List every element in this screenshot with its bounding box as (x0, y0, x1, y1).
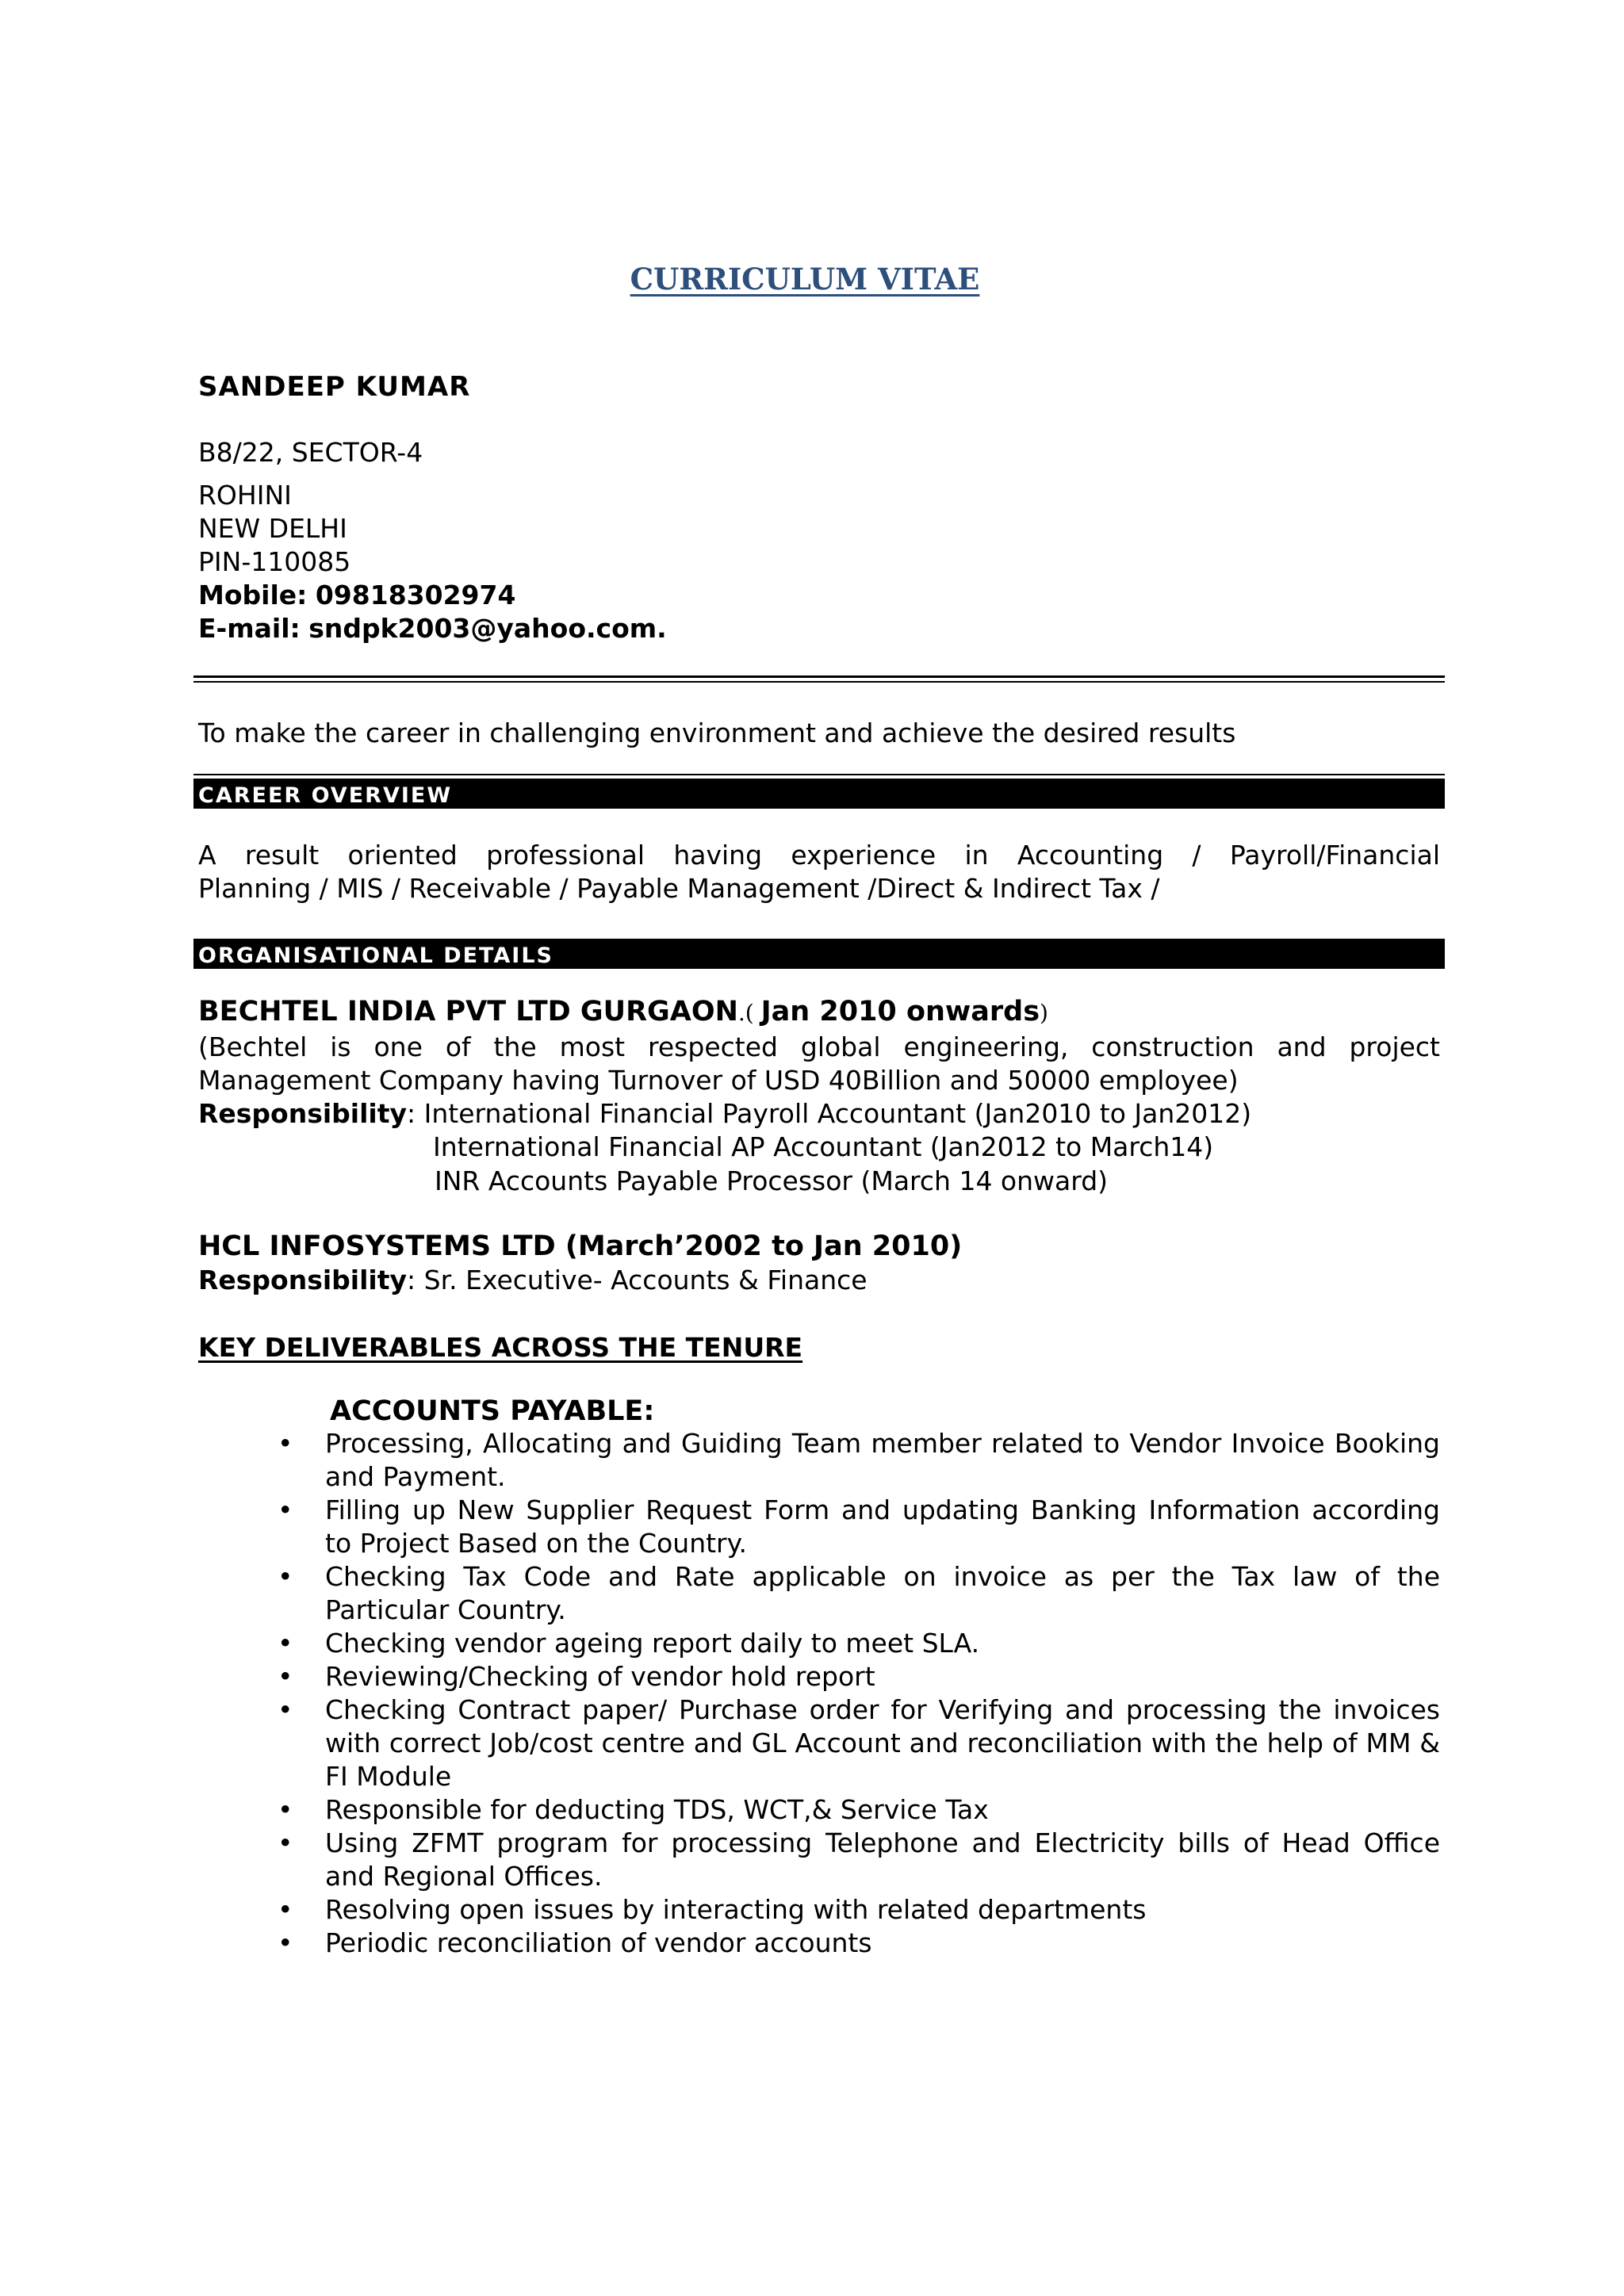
address-spacer (198, 469, 667, 479)
responsibility-separator: : (407, 1265, 424, 1295)
hcl-heading: HCL INFOSYSTEMS LTD (March’2002 to Jan 2010) (198, 1230, 963, 1262)
section-header-career-overview (193, 779, 1445, 809)
list-item-text: Checking Contract paper/ Purchase order for Verifying and processing the invoices with correct Job/cost centre and GL Account and reconciliation with the help of MM & FI Module (325, 1694, 1440, 1792)
career-overview-line: Planning / MIS / Receivable / Payable Management /Direct & Indirect Tax / (198, 873, 1160, 904)
bullet-icon: • (278, 1561, 293, 1592)
header-divider-second (193, 681, 1445, 683)
company-description-line: Management Company having Turnover of USD 40Billion and 50000 employee) (198, 1065, 1239, 1096)
mobile-value: 09818302974 (315, 580, 516, 610)
period-open: .( (737, 1000, 761, 1026)
list-item (278, 1427, 1440, 1494)
period-close: ) (1040, 1000, 1048, 1026)
address-line: B8/22, SECTOR-4 (198, 437, 423, 468)
responsibility-label: Responsibility (198, 1265, 408, 1295)
candidate-name: SANDEEP KUMAR (198, 371, 471, 403)
email-label: E-mail: (198, 613, 301, 644)
bullet-icon: • (278, 1794, 293, 1825)
role-item: International Financial Payroll Accountant (Jan2010 to Jan2012) (423, 1098, 1252, 1129)
mobile-label: Mobile: (198, 580, 308, 610)
deliverables-list (278, 1427, 1440, 1960)
career-overview-line: A result oriented professional having experience in Accounting / Payroll/Financial (198, 840, 1440, 871)
email-value: sndpk2003@yahoo.com. (308, 613, 667, 644)
email-line (198, 612, 667, 645)
list-item-text: Checking Tax Code and Rate applicable on invoice as per the Tax law of the Particular Country. (325, 1561, 1440, 1625)
address-line: PIN-110085 (198, 546, 351, 577)
accounts-payable-heading: ACCOUNTS PAYABLE: (330, 1395, 655, 1427)
list-item (278, 1927, 1440, 1960)
bullet-icon: • (278, 1628, 293, 1659)
list-item (278, 1793, 1440, 1827)
company-description-line: (Bechtel is one of the most respected global engineering, construction and project (198, 1031, 1440, 1062)
mobile-line (198, 579, 667, 612)
list-item-text: Checking vendor ageing report daily to meet SLA. (325, 1628, 980, 1659)
bullet-icon: • (278, 1927, 293, 1958)
bullet-icon: • (278, 1661, 293, 1692)
address-line: NEW DELHI (198, 513, 347, 544)
list-item (278, 1827, 1440, 1893)
list-item-text: Resolving open issues by interacting with related departments (325, 1894, 1147, 1925)
list-item-text: Using ZFMT program for processing Telephone and Electricity bills of Head Office and Regional Offices. (325, 1827, 1440, 1892)
section-header-organisational-details (193, 939, 1445, 969)
list-item-text: Processing, Allocating and Guiding Team member related to Vendor Invoice Booking and Payment. (325, 1428, 1440, 1492)
list-item (278, 1893, 1440, 1927)
bullet-icon: • (278, 1894, 293, 1925)
bullet-icon: • (278, 1694, 293, 1725)
bullet-icon: • (278, 1494, 293, 1525)
role-item: INR Accounts Payable Processor (March 14 onward) (435, 1165, 1109, 1196)
address-block (198, 436, 667, 645)
key-deliverables-heading: KEY DELIVERABLES ACROSS THE TENURE (198, 1332, 803, 1363)
role-item: International Financial AP Accountant (Jan2012 to March14) (433, 1131, 1214, 1162)
company-name: BECHTEL INDIA PVT LTD GURGAON (198, 996, 738, 1027)
employment-period: Jan 2010 onwards (760, 996, 1040, 1027)
section-heading: CAREER OVERVIEW (198, 783, 453, 808)
responsibility-separator: : (407, 1098, 424, 1129)
bechtel-responsibility (198, 1097, 1251, 1131)
hcl-responsibility (198, 1264, 868, 1297)
role-item: Sr. Executive- Accounts & Finance (423, 1265, 868, 1295)
address-line: ROHINI (198, 480, 292, 511)
section-heading: ORGANISATIONAL DETAILS (198, 943, 553, 968)
section-rule (193, 774, 1445, 775)
list-item-text: Filling up New Supplier Request Form and updating Banking Information according to Project Based on the Country. (325, 1494, 1440, 1559)
document-title: CURRICULUM VITAE (630, 262, 980, 297)
bullet-icon: • (278, 1428, 293, 1459)
list-item-text: Periodic reconciliation of vendor accounts (325, 1927, 872, 1958)
list-item-text: Responsible for deducting TDS, WCT,& Service Tax (325, 1794, 989, 1825)
list-item (278, 1693, 1440, 1793)
list-item (278, 1660, 1440, 1693)
list-item (278, 1627, 1440, 1660)
bechtel-heading (198, 995, 1048, 1030)
list-item-text: Reviewing/Checking of vendor hold report (325, 1661, 875, 1692)
bullet-icon: • (278, 1827, 293, 1858)
responsibility-label: Responsibility (198, 1098, 408, 1129)
header-divider (193, 675, 1445, 678)
list-item (278, 1494, 1440, 1560)
list-item (278, 1560, 1440, 1627)
objective-statement: To make the career in challenging environment and achieve the desired results (198, 718, 1236, 748)
